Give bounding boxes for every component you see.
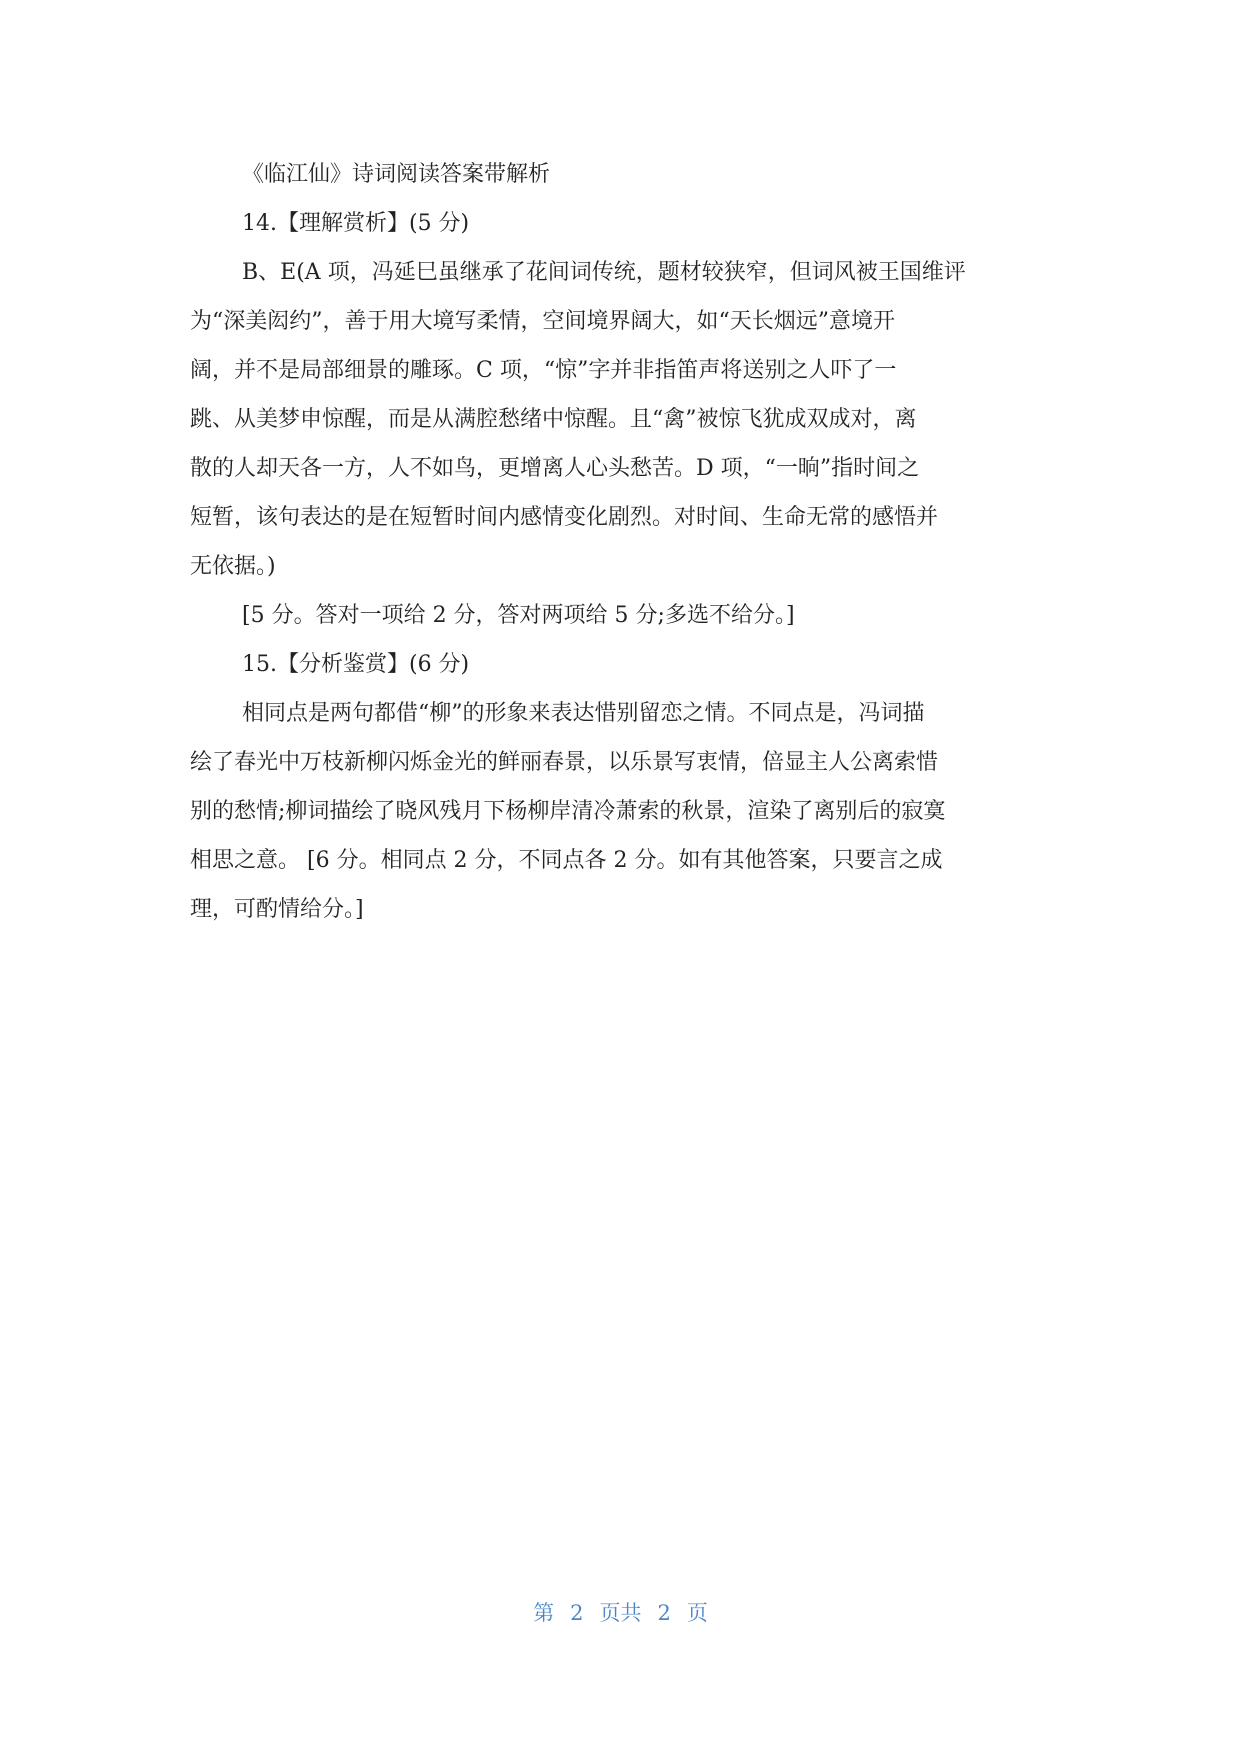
question-15-heading: 15.【分析鉴赏】(6 分): [242, 652, 470, 677]
footer-middle: 页共: [599, 1601, 642, 1625]
footer-current-page: 2: [570, 1601, 584, 1625]
answer-14-line: 散的人却天各一方，人不如鸟，更增离人心头愁苦。D 项，“一晌”指时间之: [190, 456, 920, 481]
question-14-heading: 14.【理解赏析】(5 分): [242, 211, 470, 236]
answer-15-line: 相同点是两句都借“柳”的形象来表达惜别留恋之情。不同点是，冯词描: [242, 701, 925, 726]
answer-15-line: 别的愁情;柳词描绘了晓风残月下杨柳岸清冷萧索的秋景，渲染了离别后的寂寞: [190, 799, 946, 824]
answer-14-line: 短暂，该句表达的是在短暂时间内感情变化剧烈。对时间、生命无常的感悟并: [190, 505, 939, 530]
footer-total-pages: 2: [657, 1601, 671, 1625]
scoring-14-note: [5 分。答对一项给 2 分，答对两项给 5 分;多选不给分。]: [242, 603, 795, 628]
answer-15-line: 绘了春光中万枝新柳闪烁金光的鲜丽春景，以乐景写衷情，倍显主人公离索惜: [190, 750, 939, 775]
answer-14-line: 阔，并不是局部细景的雕琢。C 项，“惊”字并非指笛声将送别之人吓了一: [190, 358, 897, 383]
footer-prefix: 第: [533, 1601, 555, 1625]
page-footer: [0, 1598, 1241, 1628]
document-title: 《临江仙》诗词阅读答案带解析: [242, 162, 551, 187]
document-body: [190, 150, 1060, 934]
answer-14-line: 无依据。): [190, 554, 276, 579]
answer-14-line: 跳、从美梦申惊醒，而是从满腔愁绪中惊醒。且“禽”被惊飞犹成双成对，离: [190, 407, 917, 432]
answer-15-line: 相思之意。 [6 分。相同点 2 分，不同点各 2 分。如有其他答案，只要言之成: [190, 848, 943, 873]
answer-15-line: 理，可酌情给分。]: [190, 897, 364, 922]
answer-14-line: 为“深美闳约”，善于用大境写柔情，空间境界阔大，如“天长烟远”意境开: [190, 309, 895, 334]
answer-14-line: B、E(A 项，冯延巳虽继承了花间词传统，题材较狭窄，但词风被王国维评: [242, 260, 966, 285]
footer-suffix: 页: [686, 1601, 708, 1625]
